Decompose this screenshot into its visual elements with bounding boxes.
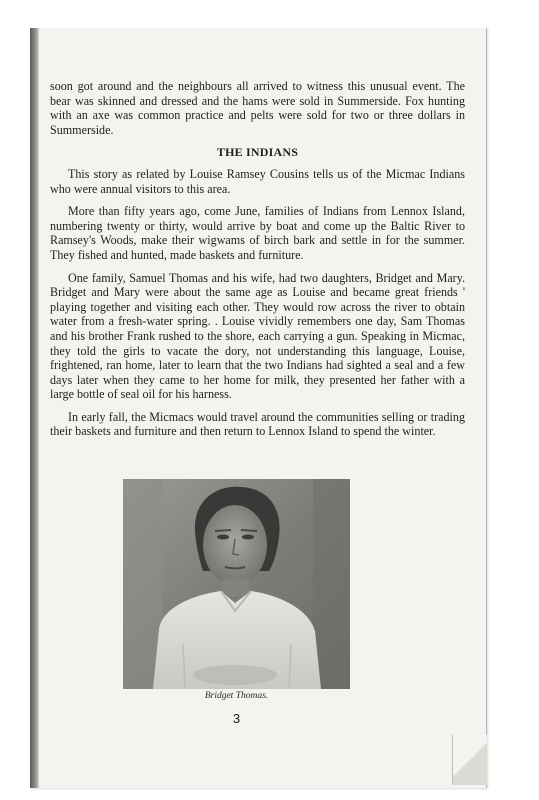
paragraph-5: In early fall, the Micmacs would travel around the communities selling or trading their baskets and furniture and then return to Lennox Island to spend the winter. (50, 409, 465, 439)
photo-caption: Bridget Thomas. (204, 691, 269, 701)
page-corner-curl (452, 735, 487, 785)
page-text (50, 79, 465, 447)
paragraph-1: soon got around and the neighbours all arrived to witness this unusual event. The bear was skinned and dressed and the hams were sold in Summerside. Fox hunting with an axe was common practice and pelts were sold for two or three dollars in Summerside. (50, 79, 465, 137)
page-binding-edge (30, 28, 39, 788)
paragraph-2: This story as related by Louise Ramsey Cousins tells us of the Micmac Indians who were annual visitors to this area. (50, 166, 465, 196)
section-heading: THE INDIANS (216, 145, 299, 160)
paragraph-3: More than fifty years ago, come June, families of Indians from Lennox Island, numbering twenty or thirty, would arrive by boat and come up the Baltic River to Ramsey's Woods, make their wigwams of birch bark and settle in for the summer. They fished and hunted, made baskets and furniture. (50, 204, 465, 262)
page-number: 3 (232, 711, 241, 726)
portrait-image (123, 479, 350, 689)
portrait-photo (123, 479, 350, 689)
paragraph-4: One family, Samuel Thomas and his wife, had two daughters, Bridget and Mary. Bridget and Mary were about the same age as Louise and became great friends ' playing together and visiting each other. They would row across the river to obtain water from a fresh-water spring. . Louise vividly remembers one day, Sam Thomas and his brother Frank rushed to the shore, each carrying a gun. Speaking in Micmac, they told the girls to vacate the dory, not understanding this language, Louise, frightened, ran home, later to learn that the two Indians had sighted a seal and a few days later when they came to her home for milk, they presented her father with a large bottle of seal oil for his harness. (50, 270, 465, 402)
